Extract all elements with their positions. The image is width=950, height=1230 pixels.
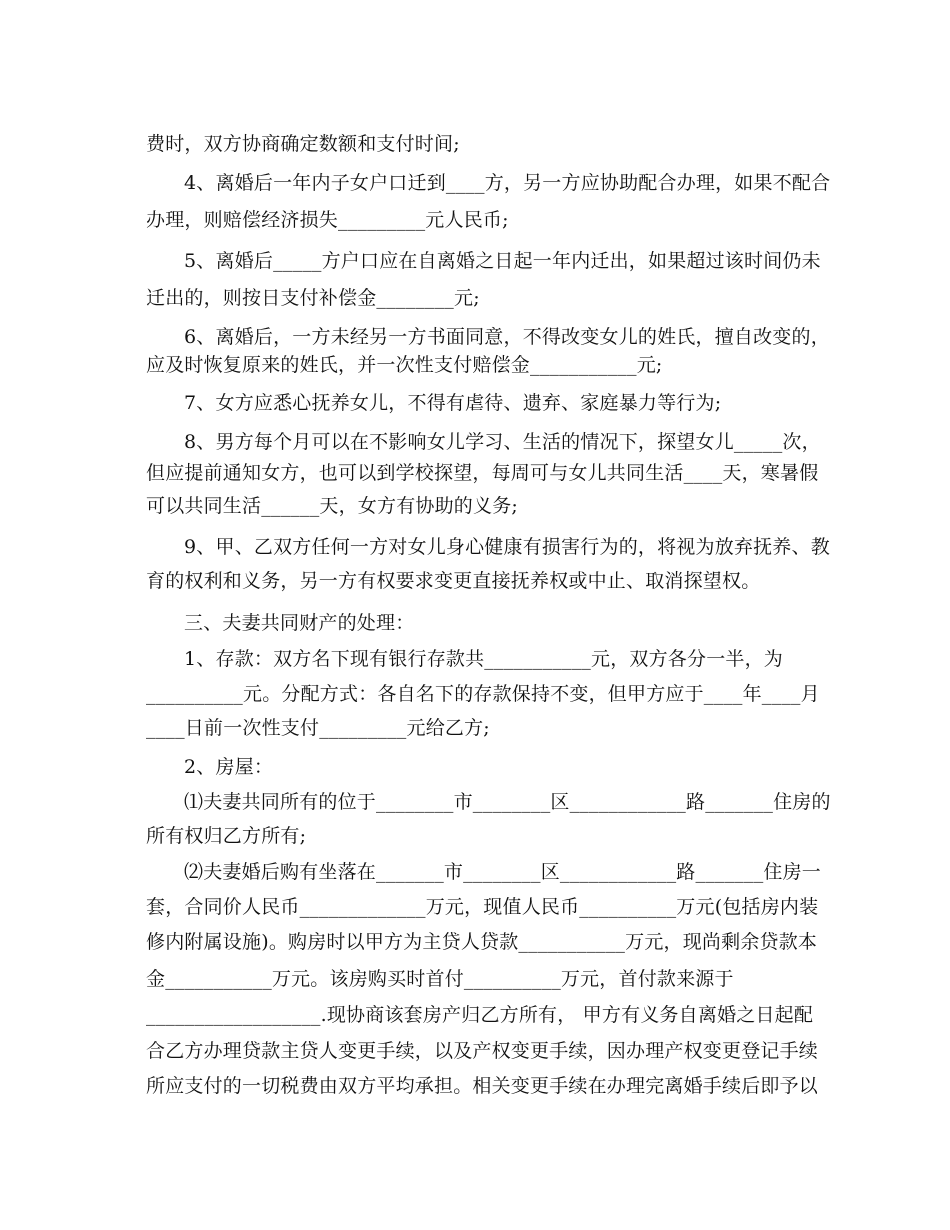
text-line: 费时，双方协商确定数额和支付时间; bbox=[146, 133, 460, 155]
text-line: 但应提前通知女方，也可以到学校探望，每周可与女儿共同生活____天，寒暑假 bbox=[146, 462, 819, 484]
text-line: 合乙方办理贷款主贷人变更手续，以及产权变更手续，因办理产权变更登记手续 bbox=[146, 1040, 819, 1062]
text-line: 办理，则赔偿经济损失_________元人民币; bbox=[146, 209, 509, 231]
text-line: 4、离婚后一年内子女户口迁到____方，另一方应协助配合办理，如果不配合 bbox=[184, 172, 831, 194]
text-line: 1、存款：双方名下现有银行存款共___________元，双方各分一半，为 bbox=[184, 648, 783, 670]
section-heading: 三、夫妻共同财产的处理： bbox=[184, 612, 415, 634]
text-line: 套，合同价人民币_____________万元，现值人民币__________万元(包括房内装 bbox=[146, 896, 819, 918]
text-line: 8、男方每个月可以在不影响女儿学习、生活的情况下，探望女儿_____次， bbox=[184, 431, 821, 453]
text-line: 9、甲、乙双方任何一方对女儿身心健康有损害行为的，将视为放弃抚养、教 bbox=[184, 536, 830, 558]
text-line: __________元。分配方式：各自名下的存款保持不变，但甲方应于____年____月 bbox=[146, 683, 820, 705]
text-line: 2、房屋： bbox=[184, 756, 274, 778]
text-line: 金___________万元。该房购买时首付__________万元，首付款来源于 bbox=[146, 968, 734, 990]
text-line: 应及时恢复原来的姓氏，并一次性支付赔偿金___________元; bbox=[146, 354, 663, 376]
text-line: 所有权归乙方所有; bbox=[146, 825, 307, 847]
text-line: 所应支付的一切税费由双方平均承担。相关变更手续在办理完离婚手续后即予以 bbox=[146, 1075, 819, 1097]
text-line: ____日前一次性支付_________元给乙方; bbox=[146, 717, 490, 739]
text-line: 育的权利和义务，另一方有权要求变更直接抚养权或中止、取消探望权。 bbox=[146, 570, 761, 592]
text-line: 迁出的，则按日支付补偿金________元; bbox=[146, 287, 480, 309]
text-line: __________________.现协商该套房产归乙方所有， 甲方有义务自离婚之日起配 bbox=[146, 1004, 814, 1026]
text-line: 可以共同生活______天，女方有协助的义务; bbox=[146, 495, 519, 517]
text-line: 6、离婚后，一方未经另一方书面同意，不得改变女儿的姓氏，擅自改变的， bbox=[184, 326, 830, 348]
text-line: 修内附属设施)。购房时以甲方为主贷人贷款___________万元，现尚剩余贷款本 bbox=[146, 931, 818, 953]
text-line: ⑴夫妻共同所有的位于________市________区____________路_______住房的 bbox=[184, 791, 831, 813]
text-line: ⑵夫妻婚后购有坐落在_______市________区____________路_______住房一 bbox=[184, 861, 822, 883]
text-line: 5、离婚后_____方户口应在自离婚之日起一年内迁出，如果超过该时间仍未 bbox=[184, 250, 821, 272]
text-line: 7、女方应悉心抚养女儿，不得有虐待、遗弃、家庭暴力等行为; bbox=[184, 392, 722, 414]
